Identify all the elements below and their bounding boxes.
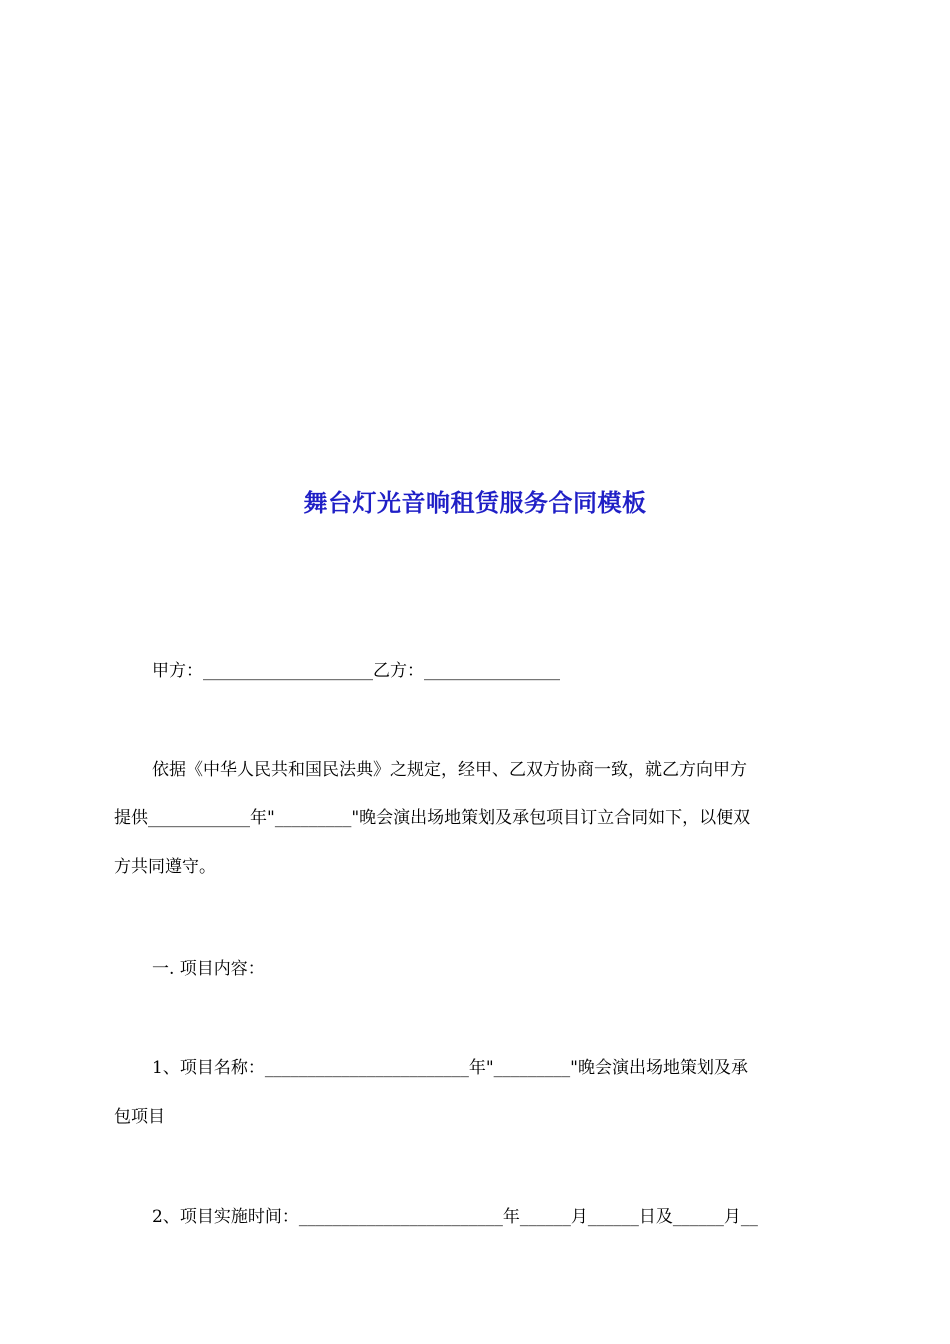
- document-title: 舞台灯光音响租赁服务合同模板: [303, 489, 647, 517]
- intro-line-3: 方共同遵守。: [114, 857, 216, 877]
- item2-line-1: 2、项目实施时间：________________________年______月______日及______月__: [152, 1207, 758, 1227]
- intro-line-2: 提供____________年"_________"晚会演出场地策划及承包项目订立合同如下，以便双: [114, 808, 751, 828]
- item1-line-1: 1、项目名称：________________________年"_________"晚会演出场地策划及承: [152, 1058, 748, 1078]
- intro-line-1: 依据《中华人民共和国民法典》之规定，经甲、乙双方协商一致，就乙方向甲方: [152, 760, 747, 780]
- item1-line-2: 包项目: [114, 1107, 165, 1127]
- section-heading: 一. 项目内容：: [152, 959, 265, 979]
- parties-line: 甲方：____________________乙方：________________: [152, 661, 560, 681]
